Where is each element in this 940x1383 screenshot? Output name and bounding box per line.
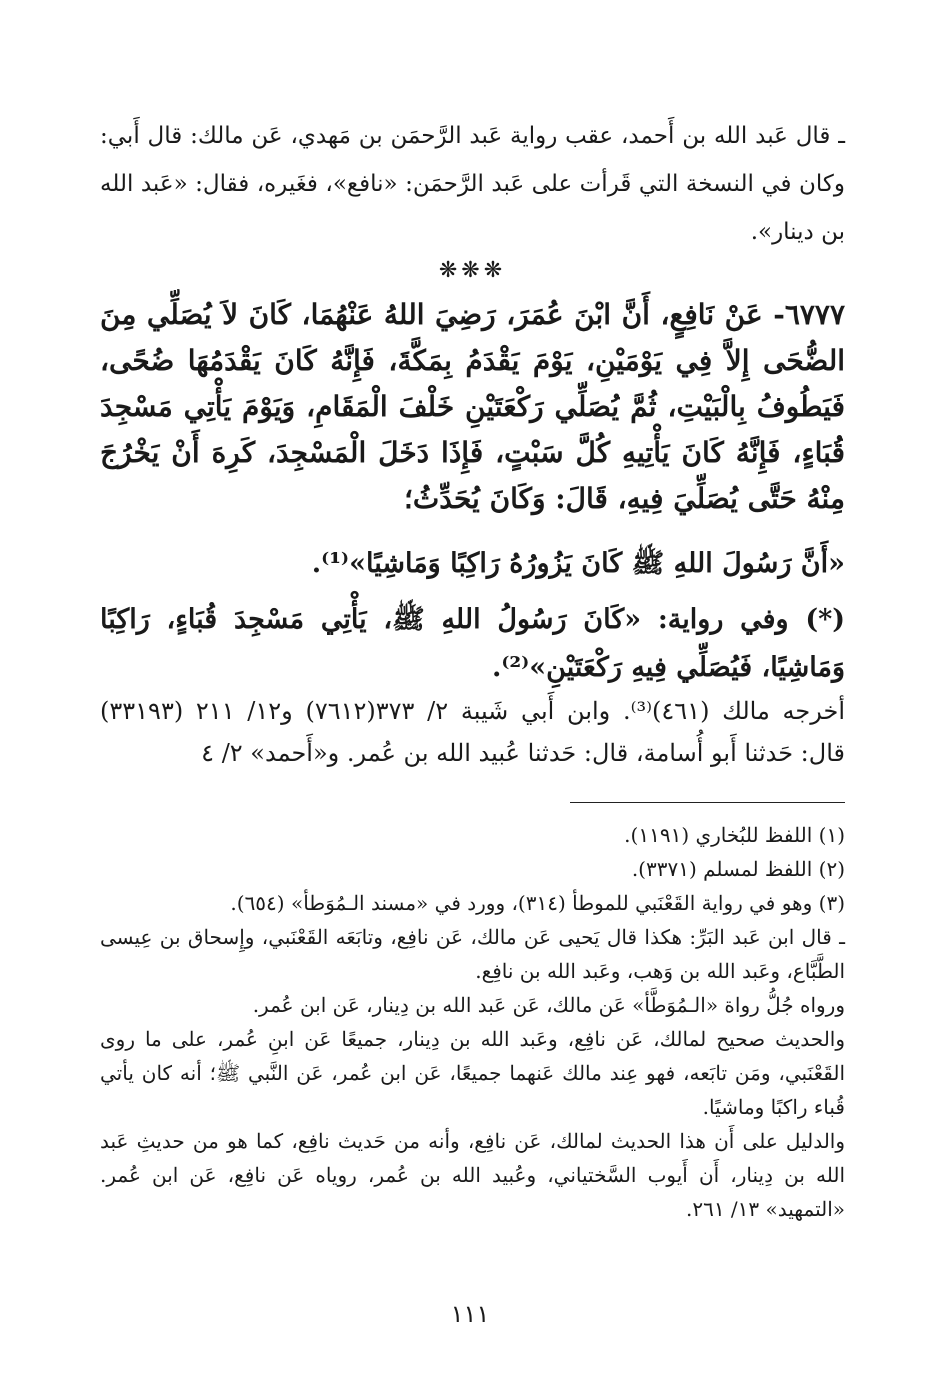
footnote-divider: [570, 802, 845, 803]
intro-text: ـ قال عَبد الله بن أَحمد، عقب رواية عَبد الرَّحمَن بن مَهدي، عَن مالك: قال أَبي: وكان في النسخة التي قَرأت على عَبد الرَّحمَن: «نافع»، فغَيره، فقال: «عَبد الله بن دينار».: [100, 123, 845, 245]
hadith-quote-text: «أَنَّ رَسُولَ اللهِ ﷺ كَانَ يَزُورُهُ رَاكِبًا وَمَاشِيًا»⁽¹⁾.: [311, 548, 845, 579]
hadith-variant-text: (*) وفي رواية: «كَانَ رَسُولُ اللهِ ﷺ، يَأْتِي مَسْجِدَ قُبَاءٍ، رَاكِبًا وَمَاشِيًا، فَيُصَلِّي فِيهِ رَكْعَتَيْنِ»⁽²⁾.: [100, 604, 845, 683]
footnote-3-para-3: والحديث صحيح لمالك، عَن نافِع، وعَبد الله بن دِينار، جميعًا عَن ابنِ عُمر، على ما روى القَعْنَبي، ومَن تابَعه، فهو عِند مالك عَنهما جميعًا، عَن ابن عُمر، عَن النَّبي ﷺ؛ أنه كان يأتي قُباء راكبًا وماشيًا.: [100, 1027, 845, 1119]
footnote-3-para-4: والدليل على أَن هذا الحديث لمالك، عَن نافِع، وأنه من حَديث نافِع، كما هو من حديثِ عَبد الله بن دِينار، أَن أَيوب السَّختياني، وعُبيد الله بن عُمر، روياه عَن نافِع، عَن ابن عُمر. «التمهيد» ١٣/ ٢٦١.: [100, 1129, 845, 1221]
hadith-block: [100, 292, 845, 522]
footnotes: [100, 818, 845, 1226]
hadith-text: ٦٧٧٧- عَنْ نَافِعٍ، أَنَّ ابْنَ عُمَرَ، رَضِيَ اللهُ عَنْهُمَا، كَانَ لاَ يُصَلِّي مِنَ الضُّحَى إِلاَّ فِي يَوْمَيْنِ، يَوْمَ يَقْدَمُ بِمَكَّةَ، فَإِنَّهُ كَانَ يَقْدَمُهَا ضُحًى، فَيَطُوفُ بِالْبَيْتِ، ثُمَّ يُصَلِّي رَكْعَتَيْنِ خَلْفَ الْمَقَامِ، وَيَوْمَ يَأْتِي مَسْجِدَ قُبَاءٍ، فَإِنَّهُ كَانَ يَأْتِيهِ كُلَّ سَبْتٍ، فَإِذَا دَخَلَ الْمَسْجِدَ، كَرِهَ أَنْ يَخْرُجَ مِنْهُ حَتَّى يُصَلِّيَ فِيهِ، قَالَ: وَكَانَ يُحَدِّثُ؛: [100, 298, 845, 515]
footnote-1: (١) اللفظ للبُخاري (١١٩١).: [624, 823, 845, 847]
hadith-variant: [100, 596, 845, 692]
page-number: ١١١: [450, 1300, 490, 1328]
takhrij-text: أخرجه مالك (٤٦١)⁽³⁾. وابن أَبي شَيبة ٢/ ٣٧٣(٧٦١٢) و١٢/ ٢١١ (٣٣١٩٣) قال: حَدثنا أَبو أُسامة، قال: حَدثنا عُبيد الله بن عُمر. و«أَحمد» ٢/ ٤: [100, 697, 845, 767]
footnote-3-para-1: ـ قال ابن عَبد البَرِّ: هكذا قال يَحيى عَن مالك، عَن نافِع، وتابَعَه القَعْنَبي، وإِسحاق بن عِيسى الطَّبَّاع، وعَبد الله بن وَهب، وعَبد الله بن نافِع.: [100, 925, 845, 983]
footnote-3-para-2: ورواه جُلُّ رواة «الـمُوَطَّأ» عَن مالك، عَن عَبد الله بن دِينار، عَن ابن عُمر.: [252, 993, 845, 1017]
intro-paragraph: [100, 112, 845, 256]
section-separator: ❋❋❋: [438, 258, 507, 283]
footnote-2: (٢) اللفظ لمسلم (٣٣٧١).: [631, 857, 845, 881]
footnote-3: (٣) وهو في رواية القَعْنَبي للموطأ (٣١٤)، وورد في «مسند الـمُوَطأ» (٦٥٤).: [230, 891, 845, 915]
takhrij-paragraph: [100, 690, 845, 774]
hadith-quote: [100, 540, 845, 588]
